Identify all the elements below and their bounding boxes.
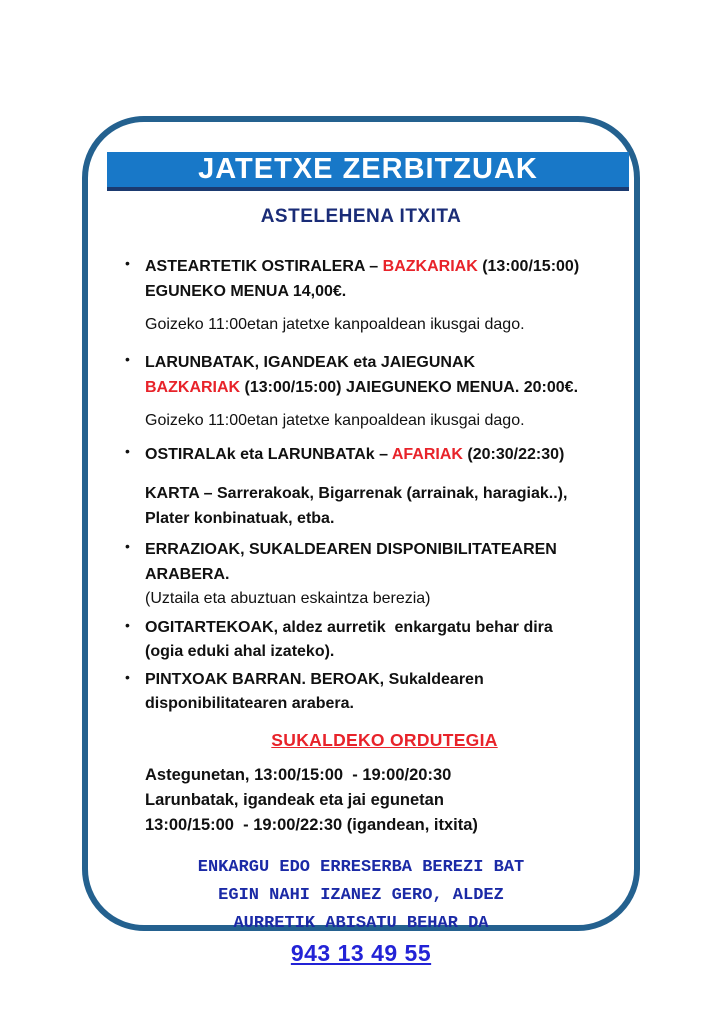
text-segment: (20:30/22:30) — [462, 446, 565, 463]
bullet-line: (ogia eduki ahal izateko). — [145, 643, 335, 660]
bullet-line: PINTXOAK BARRAN. BEROAK, Sukaldearen — [145, 671, 484, 688]
phone-number[interactable]: 943 13 49 55 — [290, 940, 432, 966]
bullet-line: OGITARTEKOAK, aldez aurretik enkargatu behar dira — [145, 619, 553, 636]
bullet-icon: • — [125, 351, 130, 367]
flyer-content — [88, 254, 634, 838]
bullet-line: LARUNBATAK, IGANDEAK eta JAIEGUNAK — [145, 354, 476, 371]
page-title: JATETXE ZERBITZUAK — [198, 153, 538, 185]
bullet-icon: • — [125, 538, 130, 554]
text-segment: OSTIRALAk eta LARUNBATAk – — [145, 446, 392, 463]
bullet-note: (Uztaila eta abuztuan eskaintza berezia) — [145, 590, 431, 607]
bullet-icon: • — [125, 669, 130, 685]
bullet-line: ERRAZIOAK, SUKALDEAREN DISPONIBILITATEAREN — [145, 541, 557, 558]
kitchen-hours-heading: SUKALDEKO ORDUTEGIA — [271, 730, 498, 750]
bullet-detail: Plater konbinatuak, etba. — [145, 510, 335, 527]
bullet-line: disponibilitatearen arabera. — [145, 695, 354, 712]
bullet-note: Goizeko 11:00etan jatetxe kanpoaldean ikusgai dago. — [145, 412, 525, 429]
flyer-frame — [82, 116, 640, 966]
bullet-detail: KARTA – Sarrerakoak, Bigarrenak (arrainak, haragiak..), — [145, 485, 568, 502]
bullet-item-portions — [125, 537, 624, 610]
bullet-item-weekend-lunch — [125, 350, 624, 432]
bullet-item-weekday-lunch — [125, 254, 624, 336]
closed-notice: ASTELEHENA ITXITA — [260, 206, 462, 227]
bullet-line — [145, 442, 624, 467]
bullet-icon: • — [125, 617, 130, 633]
bullet-icon: • — [125, 443, 130, 459]
reservation-notice — [88, 854, 634, 967]
text-segment: (13:00/15:00) JAIEGUNEKO MENUA. 20:00€. — [240, 379, 579, 396]
text-segment: ASTEARTETIK OSTIRALERA – — [145, 258, 383, 275]
title-band — [107, 152, 629, 191]
kitchen-hours — [145, 763, 624, 838]
bullet-note: Goizeko 11:00etan jatetxe kanpoaldean ikusgai dago. — [145, 316, 525, 333]
highlight-red-text: BAZKARIAK — [145, 379, 241, 396]
schedule-line: 13:00/15:00 - 19:00/22:30 (igandean, itxita) — [145, 816, 478, 834]
bullet-item-dinners — [125, 442, 624, 531]
highlight-red-text: BAZKARIAK — [382, 258, 478, 275]
text-segment: (13:00/15:00) — [477, 258, 580, 275]
bullet-line — [145, 375, 624, 400]
bullet-item-pintxos — [125, 668, 624, 716]
bullet-line — [145, 254, 624, 279]
bullet-line: ARABERA. — [145, 566, 230, 583]
footer-line: EGIN NAHI IZANEZ GERO, ALDEZ — [218, 886, 504, 905]
footer-line: AURRETIK ABISATU BEHAR DA — [233, 914, 489, 933]
schedule-line: Larunbatak, igandeak eta jai egunetan — [145, 791, 444, 809]
bullet-item-sandwiches — [125, 616, 624, 664]
bullet-line: EGUNEKO MENUA 14,00€. — [145, 283, 347, 300]
highlight-red-text: AFARIAK — [391, 446, 463, 463]
schedule-line: Astegunetan, 13:00/15:00 - 19:00/20:30 — [145, 766, 452, 784]
bullet-icon: • — [125, 255, 130, 271]
footer-line: ENKARGU EDO ERRESERBA BEREZI BAT — [197, 858, 525, 877]
